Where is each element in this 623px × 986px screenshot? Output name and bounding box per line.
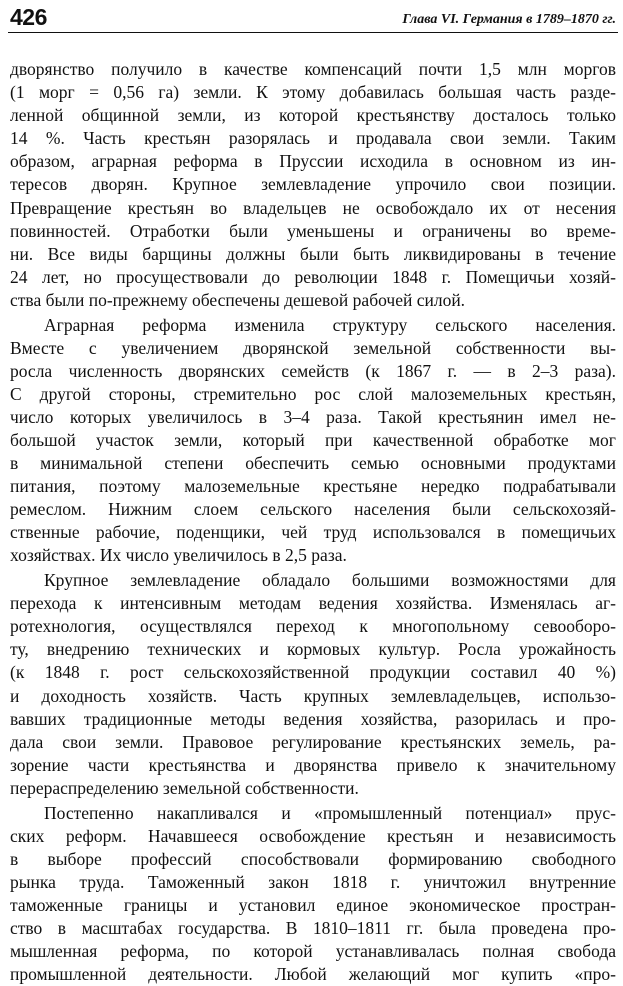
- book-page: [8, 0, 618, 976]
- text-line: повинностей. Отработки были уменьшены и ограничены во време-: [10, 220, 616, 243]
- paragraph: [10, 802, 616, 986]
- text-line: рынка труда. Таможенный закон 1818 г. уничтожил внутренние: [10, 871, 616, 894]
- running-head: Глава VI. Германия в 1789–1870 гг.: [402, 12, 616, 28]
- text-line: 14 %. Часть крестьян разорялась и продавала свои земли. Таким: [10, 127, 616, 150]
- text-line: образом, аграрная реформа в Пруссии исходила в основном из ин-: [10, 150, 616, 173]
- text-line: С другой стороны, стремительно рос слой малоземельных крестьян,: [10, 383, 616, 406]
- text-line: росла численность дворянских семейств (к 1867 г. — в 2–3 раза).: [10, 360, 616, 383]
- text-line: зорение части крестьянства и дворянства привело к значительному: [10, 754, 616, 777]
- body-text: [10, 58, 616, 986]
- text-line: питания, поэтому малоземельные крестьяне нередко подрабатывали: [10, 475, 616, 498]
- paragraph: [10, 314, 616, 568]
- text-line: Аграрная реформа изменила структуру сельского населения.: [10, 314, 616, 337]
- text-line: Вместе с увеличением дворянской земельной собственности вы-: [10, 337, 616, 360]
- text-line: мышленная реформа, по которой устанавливалась полная свобода: [10, 940, 616, 963]
- text-line: ни. Все виды барщины должны были быть ликвидированы в течение: [10, 243, 616, 266]
- text-line: число которых увеличилось в 3–4 раза. Такой крестьянин имел не-: [10, 406, 616, 429]
- paragraph: [10, 569, 616, 800]
- text-line: тересов дворян. Крупное землевладение упрочило свои позиции.: [10, 173, 616, 196]
- text-line: (1 морг = 0,56 га) земли. К этому добавилась большая часть разде-: [10, 81, 616, 104]
- text-line: в выборе профессий способствовали формированию свободного: [10, 848, 616, 871]
- text-line: ства были по-прежнему обеспечены дешевой рабочей силой.: [10, 289, 616, 312]
- text-line: ту, внедрению технических и кормовых культур. Росла урожайность: [10, 638, 616, 661]
- text-line: 24 лет, но просуществовали до революции 1848 г. Помещичьи хозяй-: [10, 266, 616, 289]
- paragraph: [10, 58, 616, 312]
- text-line: ремеслом. Нижним слоем сельского населения были сельскохозяй-: [10, 498, 616, 521]
- text-line: Постепенно накапливался и «промышленный потенциал» прус-: [10, 802, 616, 825]
- text-line: дала свои земли. Правовое регулирование крестьянских земель, ра-: [10, 731, 616, 754]
- page-header: [8, 6, 618, 33]
- text-line: большой участок земли, который при качественной обработке мог: [10, 429, 616, 452]
- text-line: таможенные границы и установил единое экономическое простран-: [10, 894, 616, 917]
- text-line: (к 1848 г. рост сельскохозяйственной продукции составил 40 %): [10, 661, 616, 684]
- text-line: в минимальной степени обеспечить семью основными продуктами: [10, 452, 616, 475]
- text-line: перехода к интенсивным методам ведения хозяйства. Изменялась аг-: [10, 592, 616, 615]
- text-line: вавших традиционные методы ведения хозяйства, разорилась и про-: [10, 708, 616, 731]
- text-line: ство в масштабах государства. В 1810–1811 гг. была проведена про-: [10, 917, 616, 940]
- text-line: промышленной деятельности. Любой желающий мог купить «про-: [10, 963, 616, 986]
- text-line: ственные рабочие, поденщики, чей труд использовался в помещичьих: [10, 521, 616, 544]
- text-line: дворянство получило в качестве компенсаций почти 1,5 млн моргов: [10, 58, 616, 81]
- text-line: и доходность хозяйств. Часть крупных землевладельцев, использо-: [10, 685, 616, 708]
- page-number: 426: [10, 4, 47, 31]
- text-line: хозяйствах. Их число увеличилось в 2,5 раза.: [10, 544, 616, 567]
- text-line: ленной общинной земли, из которой крестьянству досталось только: [10, 104, 616, 127]
- text-line: ротехнология, осуществлялся переход к многопольному севооборо-: [10, 615, 616, 638]
- text-line: перераспределению земельной собственности.: [10, 777, 616, 800]
- text-line: Превращение крестьян во владельцев не освобождало их от несения: [10, 197, 616, 220]
- text-line: ских реформ. Начавшееся освобождение крестьян и независимость: [10, 825, 616, 848]
- text-line: Крупное землевладение обладало большими возможностями для: [10, 569, 616, 592]
